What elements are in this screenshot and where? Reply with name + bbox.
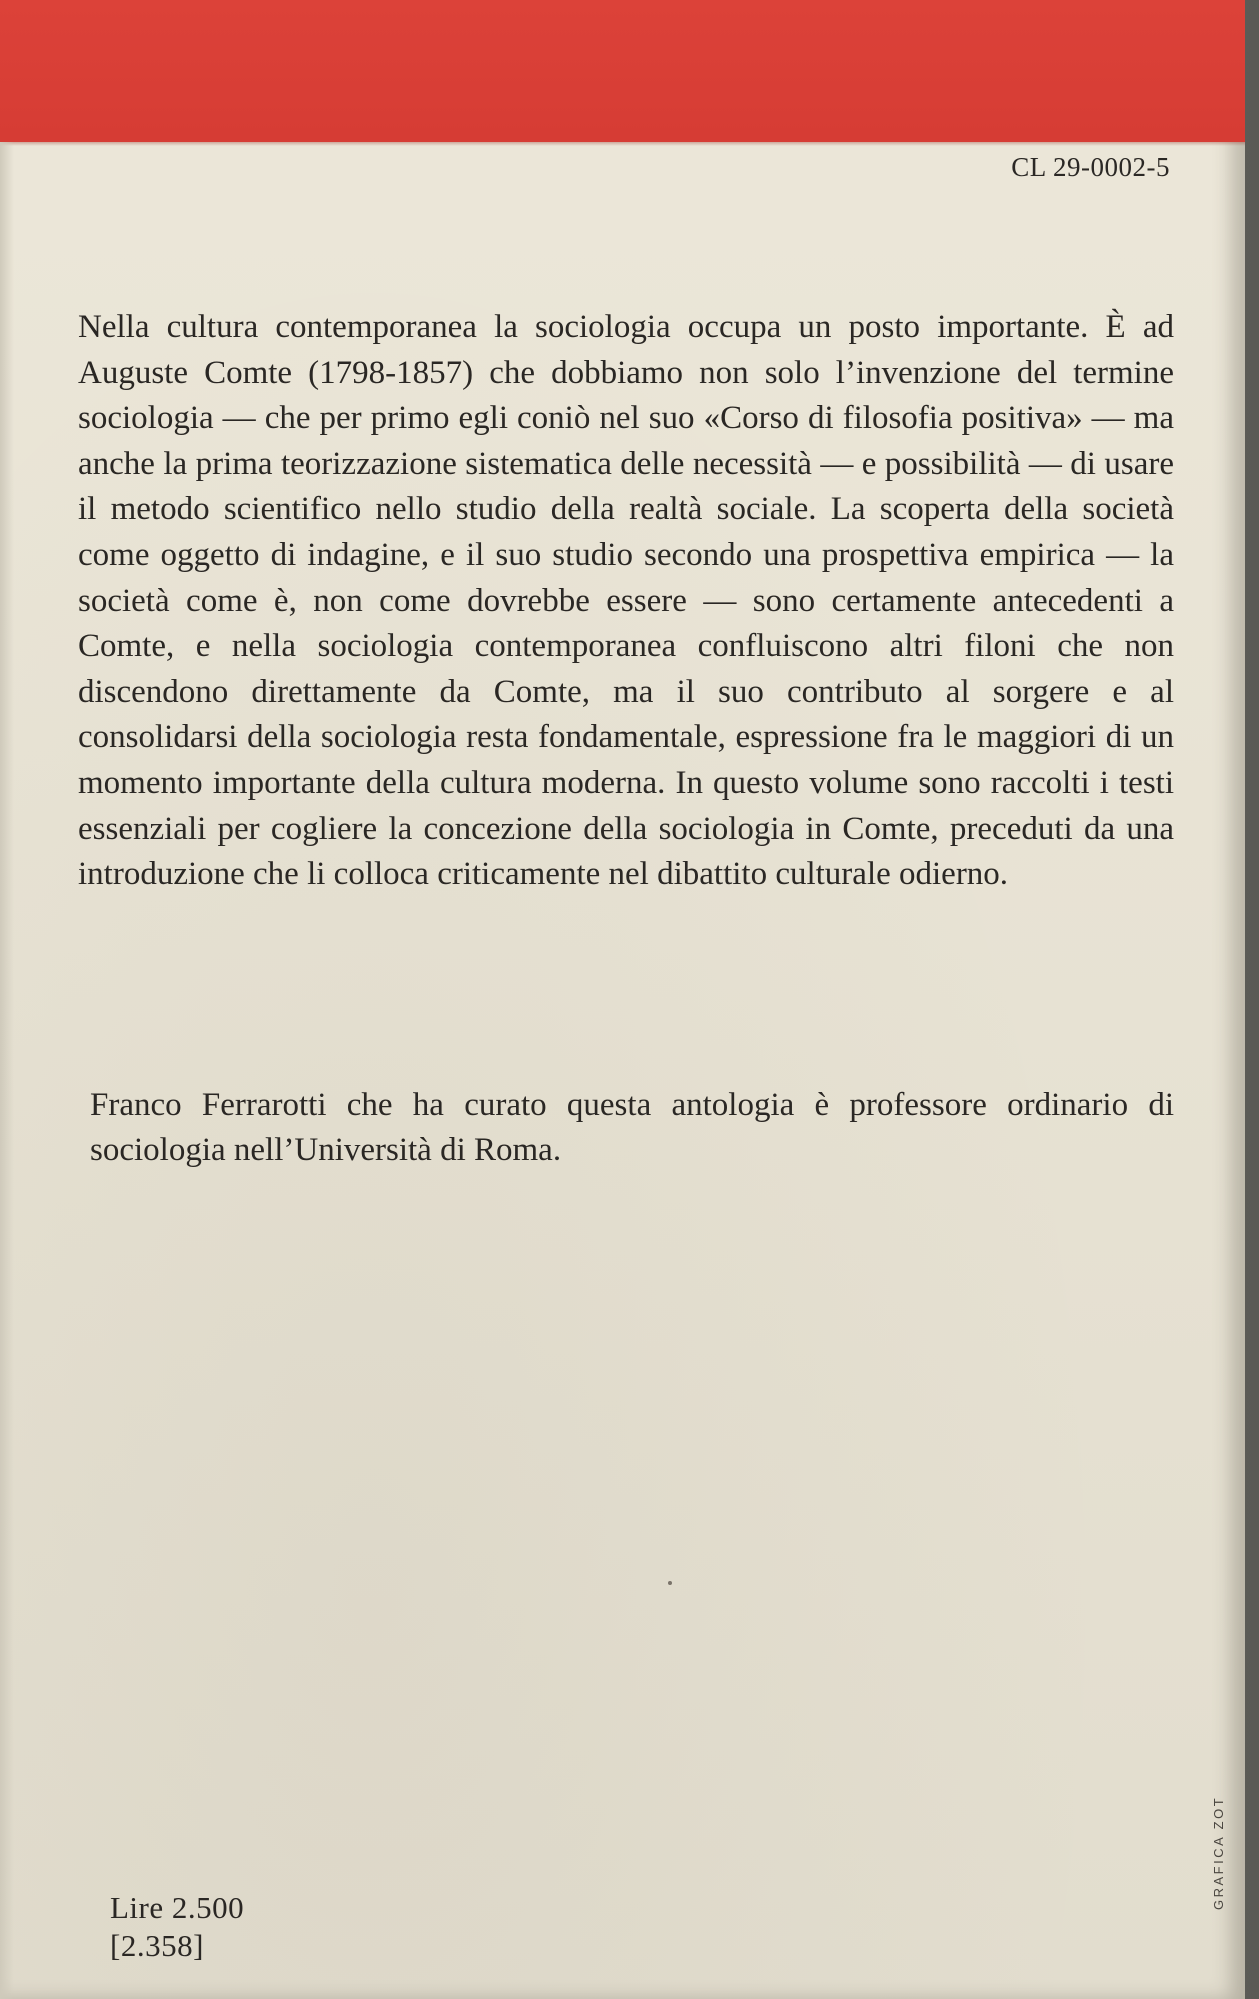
catalog-code: CL 29-0002-5 xyxy=(1011,152,1170,182)
red-header-band xyxy=(0,0,1245,142)
price-secondary: [2.358] xyxy=(110,1928,204,1963)
paper-speck xyxy=(668,1581,672,1585)
price-block xyxy=(110,1889,244,1965)
cover-left-edge xyxy=(0,142,14,1999)
description-paragraph: Nella cultura contemporanea la sociologia occupa un posto importante. È ad Auguste Comte (1798-1857) che dobbiamo non solo l’invenzione del termine sociologia — che per primo egli coniò nel suo «Corso di filosofia positiva» — ma anche la prima teorizzazione sistematica delle necessità — e possibilità — di usare il metodo scientifico nello studio della realtà sociale. La scoperta della società come oggetto di indagine, e il suo studio secondo una prospettiva empirica — la società come è, non come dovrebbe essere — sono certamente antecedenti a Comte, e nella sociologia contemporanea confluiscono altri filoni che non discendono direttamente da Comte, ma il suo contributo al sorgere e al consolidarsi della sociologia resta fondamentale, espressione fra le maggiori di un momento importante della cultura moderna. In questo volume sono raccolti i testi essenziali per cogliere la concezione della sociologia in Comte, preceduti da una introduzione che li colloca criticamente nel dibattito culturale odierno. xyxy=(78,309,1174,893)
design-credit: GRAFICA ZOT xyxy=(1211,1795,1226,1910)
editor-note: Franco Ferrarotti che ha curato questa antologia è professore ordinario di sociologia nell’Università di Roma. xyxy=(90,1087,1174,1168)
price-label: Lire 2.500 xyxy=(110,1890,245,1925)
band-shadow xyxy=(0,142,1245,146)
